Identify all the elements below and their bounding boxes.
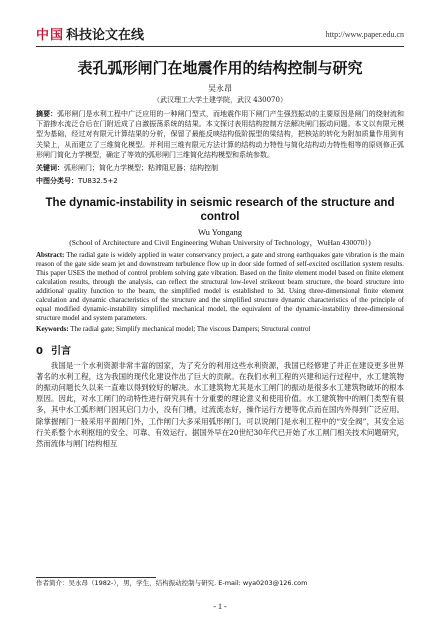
affiliation-english: (School of Architecture and Civil Engineering Wuhan University of Technology，WuHan 430070）) [69, 238, 371, 248]
keywords-chinese-text: 弧形闸门；简化力学模型；粘滞阻尼器；结构控制 [64, 164, 218, 173]
logo-black-text: 科技论文在线 [66, 27, 145, 43]
footnote-divider [36, 577, 156, 578]
classification-number [36, 176, 404, 186]
abstract-english-label: Abstract: [36, 250, 65, 259]
site-logo[interactable] [36, 24, 144, 42]
abstract-english [36, 251, 404, 323]
keywords-chinese-label: 关键词： [36, 164, 64, 173]
keywords-english [36, 325, 404, 334]
author-footnote: 作者简介：吴永昂（1982-），男，学生，结构振动控制与研究. E-mail: wya0203@126.com [36, 579, 308, 587]
page-number: - 1 - [213, 602, 227, 611]
logo-red-text: 中国 [36, 27, 65, 43]
keywords-chinese [36, 163, 404, 173]
keywords-english-label: Keywords: [36, 324, 69, 333]
header-divider [36, 46, 404, 47]
page-header [0, 0, 440, 48]
classification-label: 中图分类号： [36, 177, 78, 186]
abstract-chinese [36, 109, 404, 160]
article-content [36, 52, 404, 449]
abstract-chinese-label: 摘要： [36, 110, 58, 118]
keywords-english-text: The radial gate; Simplify mechanical model; The viscous Dampers; Structural control [70, 324, 311, 333]
abstract-english-text: The radial gate is widely applied in water conservancy project, a gate and strong earthquakes gate vibration is the main reason of the gate side seam jet and downstream turbulence flow up in door side formed of self-excited oscillation system results. This paper USES the method of control problem solving gate vibration. Based on the finite element model based on finite element calculation results, through the analysis, can reflect the structural low-level strikeout beam structure, the board structure into additional quality function to the beam, the simplified model is established to 3d. Using three-dimensional finite element calculation and dynamic characteristics of the structure and the simplified structure dynamic characteristics of the principle of equal modified dynamic-instability simplified mechanical model, the equivalent of the dynamic-instability three-dimensional structure model and system parameters. [36, 250, 405, 322]
abstract-chinese-text: 弧形闸门是水利工程中广泛应用的一种闸门型式，而地震作用下闸门产生强烈振动的主要原因是闸门的绕射流和下游掺水流泛合后在门附近成了自激振荡系统的结果。本文探讨表用结构控制方法解决闸门振动问题。本文以有限元模型为基础，经过对有限元计算结果的分析，保留了最能反映结构低阶振型的梁结构，把核站的转化为附加质量作用到有关梁上，从而建立了三维简化模型。并利用三维有限元方法计算的结构动力特性与简化结构动力特性相等的原则修正弧形闸门简化力学模型，确定了等效的弧形闸门三维简化结构模型和系统参数。 [36, 110, 405, 159]
author-english: Wu Yongang [197, 227, 243, 238]
site-url[interactable]: http://www.paper.edu.cn [325, 30, 404, 39]
section-heading [36, 342, 404, 357]
affiliation-chinese: （武汉理工大学土建学院，武汉 430070） [153, 96, 287, 104]
title-english: The dynamic-instability in seismic research of the structure and control [45, 197, 395, 224]
section-title: 引言 [50, 345, 71, 357]
section-paragraph: 我国是一个水利资源非常丰富的国家，为了充分的利用这些水利资源，我国已经修建了并正在建设更多世界著名的水利工程，这为我国的现代化建设作出了巨大的贡献。在我们水利工程的兴建和运行过程中，水工建筑物的振动问题长久以来一直难以得到较好的解决。水工建筑物尤其是水工闸门的振动是很多水工建筑物破坏的根本原因。因此，对水工闸门的动特性进行研究具有十分重要的理论意义和使用价值。水工建筑物中的闸门类型有很多，其中水工弧形闸门因其启门力小，没有门槽，过流流态好，操作运行方便等优点而在国内外得到广泛应用。除掌握闸门一般采用平面闸门外，工作闸门大多采用弧形闸门。可以说闸门是水利工程中的“安全阀”，其安全运行关系整个水利枢纽的安全、可靠、有效运行。据国外早在20世纪30年代已开始了水工闸门相关技术问题研究，然而流体与闸门结构相互 [36, 360, 404, 448]
classification-value: TU832.5+2 [78, 177, 118, 186]
section-number: 0 [36, 345, 43, 357]
author-chinese: 吴永昂 [208, 84, 232, 93]
title-chinese: 表孔弧形闸门在地震作用的结构控制与研究 [77, 59, 363, 77]
